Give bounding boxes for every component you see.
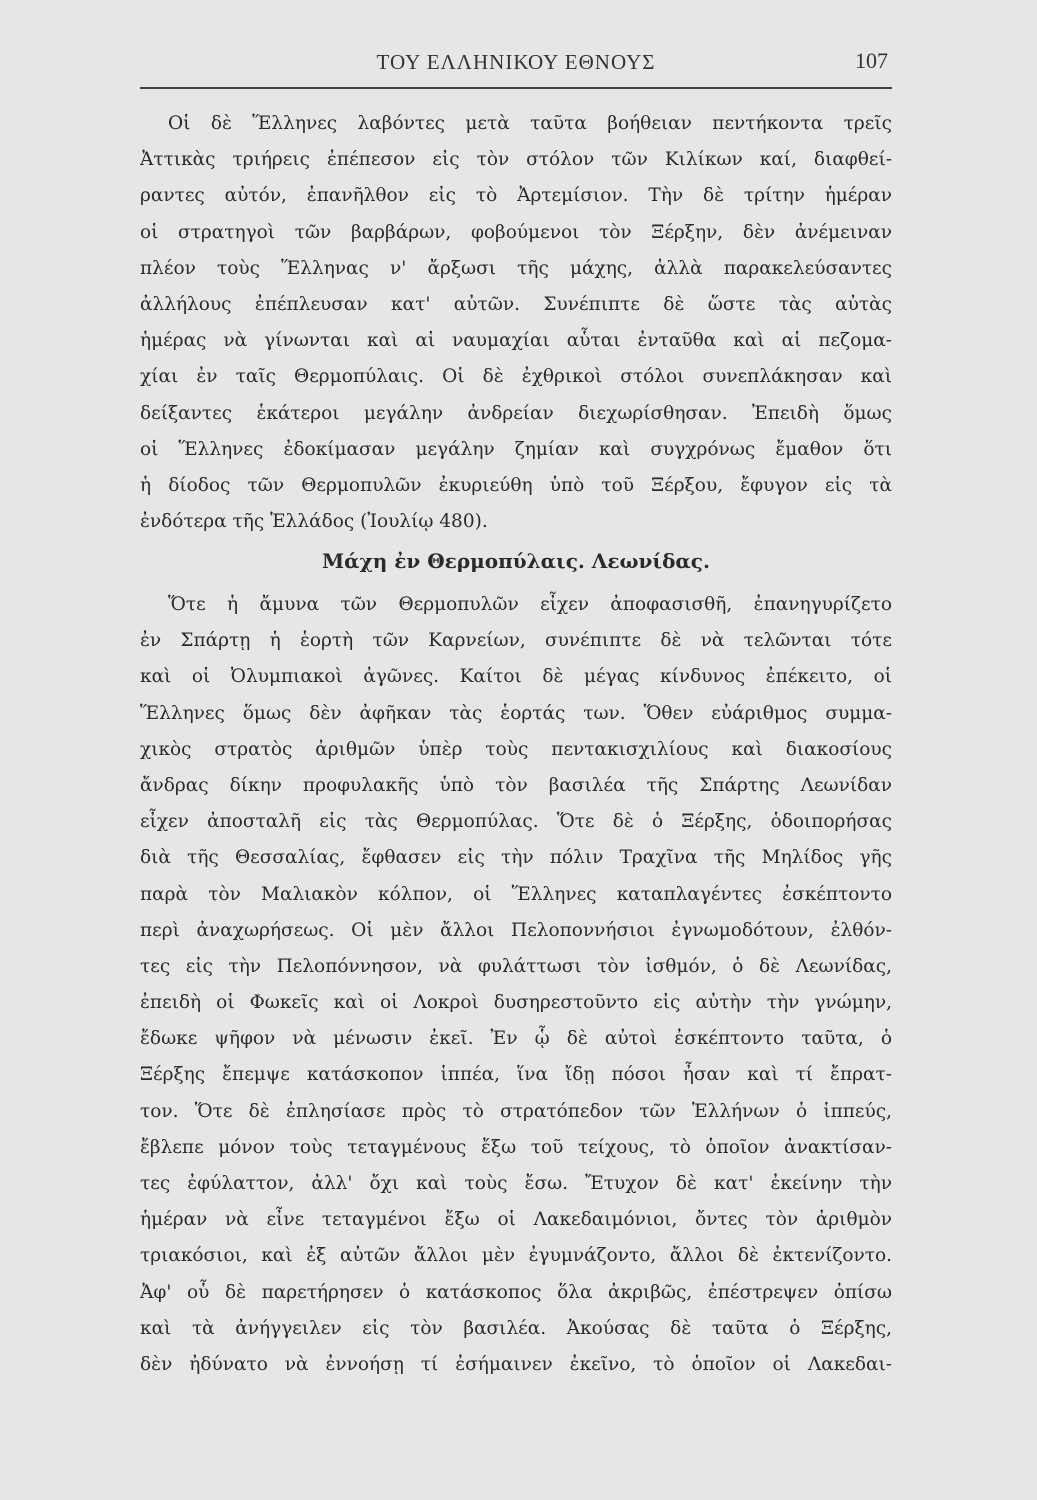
text-line: οἱ στρατηγοὶ τῶν βαρβάρων, φοβούμενοι τὸν Ξέρξην, δὲν ἀνέμειναν — [140, 221, 892, 243]
text-line: δείξαντες ἑκάτεροι μεγάλην ἀνδρείαν διεχωρίσθησαν. Ἐπειδὴ ὅμως — [140, 402, 892, 424]
text-line: ἡ δίοδος τῶν Θερμοπυλῶν ἐκυριεύθη ὑπὸ τοῦ Ξέρξου, ἔφυγον εἰς τὰ — [140, 474, 892, 496]
text-line: ἐν Σπάρτῃ ἡ ἑορτὴ τῶν Καρνείων, συνέπιπτε δὲ νὰ τελῶνται τότε — [140, 630, 892, 652]
text-line: Ἀφ' οὗ δὲ παρετήρησεν ὁ κατάσκοπος ὅλα ἀκριβῶς, ἐπέστρεψεν ὀπίσω — [140, 1281, 892, 1303]
text-line: παρὰ τὸν Μαλιακὸν κόλπον, οἱ Ἕλληνες καταπλαγέντες ἐσκέπτοντο — [140, 883, 892, 905]
text-line: χίαι ἐν ταῖς Θερμοπύλαις. Οἱ δὲ ἐχθρικοὶ στόλοι συνεπλάκησαν καὶ — [140, 366, 892, 388]
text-line: οἱ Ἕλληνες ἐδοκίμασαν μεγάλην ζημίαν καὶ συγχρόνως ἔμαθον ὅτι — [140, 438, 892, 460]
text-line: ἔβλεπε μόνον τοὺς τεταγμένους ἔξω τοῦ τείχους, τὸ ὁποῖον ἀνακτίσαν- — [140, 1136, 892, 1158]
text-line: Ἕλληνες ὅμως δὲν ἀφῆκαν τὰς ἑορτάς των. Ὅθεν εὐάριθμος συμμα- — [140, 702, 892, 724]
text-line: εἶχεν ἀποσταλῆ εἰς τὰς Θερμοπύλας. Ὅτε δὲ ὁ Ξέρξης, ὁδοιπορήσας — [140, 811, 892, 833]
page-header — [140, 48, 892, 78]
text-line: τες ἐφύλαττον, ἀλλ' ὄχι καὶ τοὺς ἔσω. Ἔτυχον δὲ κατ' ἐκείνην τὴν — [140, 1173, 892, 1194]
text-line: καὶ τὰ ἀνήγγειλεν εἰς τὸν βασιλέα. Ἀκούσας δὲ ταῦτα ὁ Ξέρξης, — [140, 1317, 892, 1339]
text-line: Ἀττικὰς τριήρεις ἐπέπεσον εἰς τὸν στόλον τῶν Κιλίκων καί, διαφθεί- — [140, 149, 892, 171]
running-head: ΤΟΥ ΕΛΛΗΝΙΚΟΥ ΕΘΝΟΥΣ — [376, 50, 656, 74]
text-line: τες εἰς τὴν Πελοπόννησον, νὰ φυλάττωσι τὸν ἰσθμόν, ὁ δὲ Λεωνίδας, — [140, 955, 892, 977]
text-line: ραντες αὐτόν, ἐπανῆλθον εἰς τὸ Ἀρτεμίσιον. Τὴν δὲ τρίτην ἡμέραν — [140, 185, 892, 207]
text-line: ἔδωκε ψῆφον νὰ μένωσιν ἐκεῖ. Ἐν ᾧ δὲ αὐτοὶ ἐσκέπτοντο ταῦτα, ὁ — [140, 1028, 892, 1050]
text-line: δὲν ἠδύνατο νὰ ἐννοήσῃ τί ἐσήμαινεν ἐκεῖνο, τὸ ὁποῖον οἱ Λακεδαι- — [140, 1353, 892, 1375]
text-line: Οἱ δὲ Ἕλληνες λαβόντες μετὰ ταῦτα βοήθειαν πεντήκοντα τρεῖς — [168, 113, 892, 134]
text-line: Ὅτε ἡ ἄμυνα τῶν Θερμοπυλῶν εἶχεν ἀποφασισθῆ, ἐπανηγυρίζετο — [168, 594, 892, 615]
text-line: τριακόσιοι, καὶ ἐξ αὐτῶν ἄλλοι μὲν ἐγυμνάζοντο, ἄλλοι δὲ ἐκτενίζοντο. — [140, 1245, 892, 1267]
text-line: ἐπειδὴ οἱ Φωκεῖς καὶ οἱ Λοκροὶ δυσηρεστοῦντο εἰς αὐτὴν τὴν γνώμην, — [140, 992, 892, 1014]
header-rule — [140, 87, 892, 89]
paragraph-2 — [140, 587, 892, 1383]
text-line: περὶ ἀναχωρήσεως. Οἱ μὲν ἄλλοι Πελοποννήσιοι ἐγνωμοδότουν, ἐλθόν- — [140, 919, 892, 941]
text-line: καὶ οἱ Ὀλυμπιακοὶ ἀγῶνες. Καίτοι δὲ μέγας κίνδυνος ἐπέκειτο, οἱ — [140, 666, 892, 688]
section-heading: Μάχη ἐν Θερμοπύλαις. Λεωνίδας. — [322, 549, 710, 574]
text-line: ἐνδότερα τῆς Ἑλλάδος (Ἰουλίῳ 480). — [140, 511, 488, 533]
text-line: Ξέρξης ἔπεμψε κατάσκοπον ἱππέα, ἵνα ἴδῃ πόσοι ἦσαν καὶ τί ἔπρατ- — [140, 1064, 892, 1086]
paragraph-1 — [140, 106, 892, 582]
text-line: πλέον τοὺς Ἕλληνας ν' ἄρξωσι τῆς μάχης, ἀλλὰ παρακελεύσαντες — [140, 257, 892, 279]
text-line: ἡμέραν νὰ εἶνε τεταγμένοι ἔξω οἱ Λακεδαιμόνιοι, ὄντες τὸν ἀριθμὸν — [140, 1209, 892, 1231]
text-line: χικὸς στρατὸς ἀριθμῶν ὑπὲρ τοὺς πεντακισχιλίους καὶ διακοσίους — [140, 738, 892, 760]
text-line: ἄνδρας δίκην προφυλακῆς ὑπὸ τὸν βασιλέα τῆς Σπάρτης Λεωνίδαν — [140, 774, 892, 796]
text-line: ἡμέρας νὰ γίνωνται καὶ αἱ ναυμαχίαι αὗται ἐνταῦθα καὶ αἱ πεζομα- — [140, 330, 892, 352]
text-line: διὰ τῆς Θεσσαλίας, ἔφθασεν εἰς τὴν πόλιν Τραχῖνα τῆς Μηλίδος γῆς — [140, 847, 892, 869]
text-line: τον. Ὅτε δὲ ἐπλησίασε πρὸς τὸ στρατόπεδον τῶν Ἑλλήνων ὁ ἱππεύς, — [140, 1100, 892, 1122]
text-line: ἀλλήλους ἐπέπλευσαν κατ' αὐτῶν. Συνέπιπτε δὲ ὥστε τὰς αὐτὰς — [140, 293, 892, 315]
page-number: 107 — [855, 48, 888, 73]
